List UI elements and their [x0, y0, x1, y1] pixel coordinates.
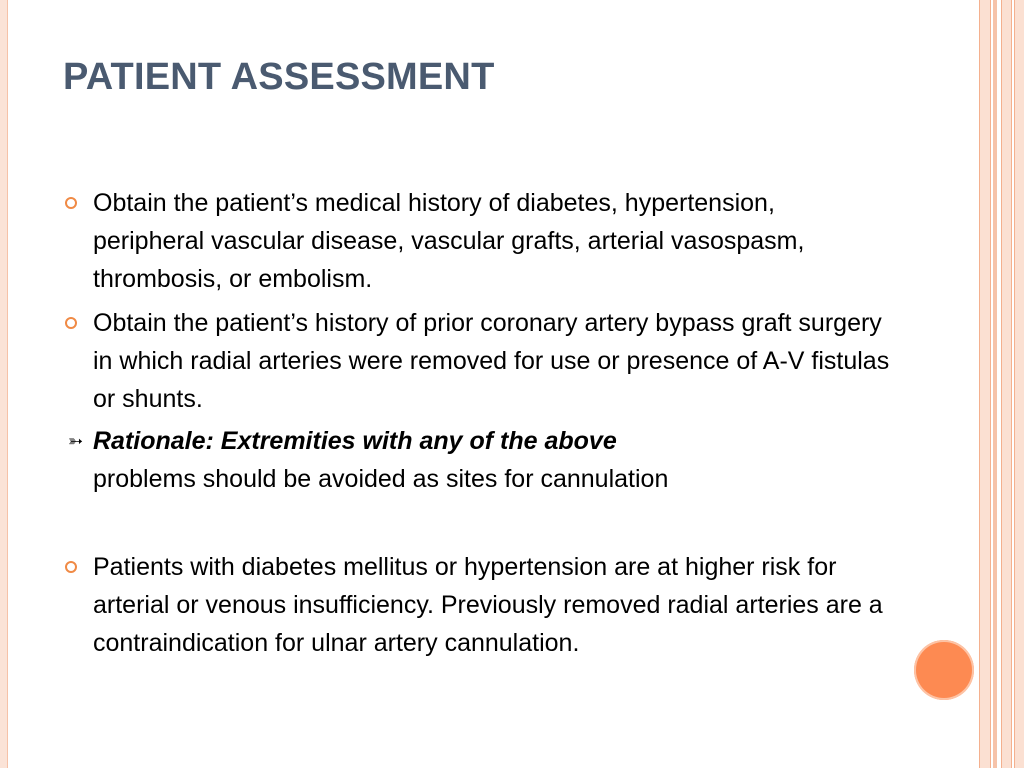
slide-title: PATIENT ASSESSMENT	[63, 56, 495, 98]
right-stripe-decoration	[993, 0, 997, 768]
right-stripe-decoration	[1014, 0, 1024, 768]
right-stripe-decoration	[1001, 0, 1012, 768]
bullet-circle-icon	[65, 317, 77, 329]
right-stripe-decoration	[979, 0, 991, 768]
bullet-text: Obtain the patient’s medical history of diabetes, hypertension, peripheral vascular disease, vascular grafts, arterial vasospasm, thrombosis, or embolism.	[93, 189, 805, 293]
bullet-item	[62, 304, 892, 418]
rationale-heading: Rationale: Extremities with any of the above	[93, 427, 617, 455]
rationale-item	[62, 422, 892, 498]
rationale-text: problems should be avoided as sites for cannulation	[93, 465, 669, 493]
accent-circle-decoration	[914, 640, 974, 700]
bullet-item	[62, 184, 892, 298]
bullet-text: Patients with diabetes mellitus or hypertension are at higher risk for arterial or venous insufficiency. Previously removed radial arteries are a contraindication for ulnar artery cannulation.	[93, 553, 883, 657]
bullet-circle-icon	[65, 561, 77, 573]
arrow-icon: ➳	[68, 431, 84, 451]
left-border-decoration	[0, 0, 8, 768]
bullet-circle-icon	[65, 197, 77, 209]
bullet-text: Obtain the patient’s history of prior coronary artery bypass graft surgery in which radial arteries were removed for use or presence of A-V fistulas or shunts.	[93, 309, 890, 413]
slide-content	[62, 184, 892, 662]
bullet-item	[62, 548, 892, 662]
